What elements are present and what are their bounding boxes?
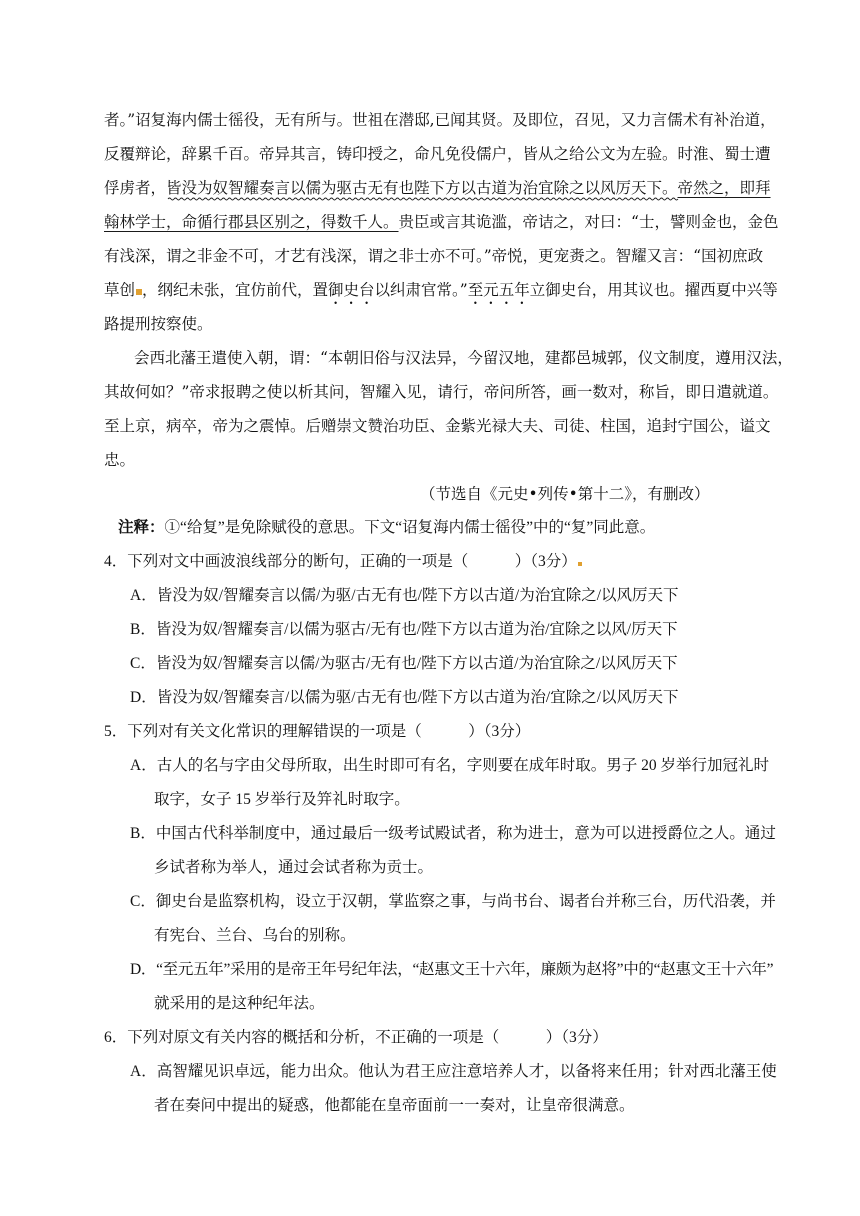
question-6-option-a-line2: 者在奏问中提出的疑惑，他都能在皇帝面前一一奏对，让皇帝很满意。: [154, 1097, 635, 1114]
note-text: ①“给复”是免除赋役的意思。下文“诏复海内儒士徭役”中的“复”同此意。: [164, 519, 656, 536]
passage-text: ，纲纪未张，宜仿前代，置: [142, 281, 329, 299]
passage-p2-line1: 会西北藩王遣使入朝，谓：“本朝旧俗与汉法异，今留汉地，建都邑城郭，仪文制度，遵用汉法，: [134, 349, 793, 367]
underlined-sentence-part2: 翰林学士，命循行郡县区别之，得数千人。: [104, 213, 399, 231]
question-5-option-d-line1: D．“至元五年”采用的是帝王年号纪年法，“赵惠文王十六年，廉颇为赵将”中的“赵惠文王十六年”: [130, 961, 774, 978]
passage-text: 贵臣或言其诡滥，帝诘之，对曰：“士，譬则金也，金色: [398, 213, 779, 231]
highlight-mark: [578, 562, 582, 566]
passage-p2-line2: 其故何如？”帝求报聘之使以析其问，智耀入见，请行，帝问所答，画一数对，称旨，即日遣就道。: [104, 383, 779, 401]
passage-p1-line7: 路提刑按察使。: [104, 315, 213, 333]
question-5-option-d-line2: 就采用的是这种纪年法。: [154, 995, 325, 1012]
passage-p1-line3: [104, 178, 771, 198]
question-4-option-c: C．皆没为奴/智耀奏言以儒/为驱古/无有也/陛下方以古道/为治宜除之/以风厉天下: [130, 655, 678, 672]
question-5-option-b-line1: B．中国古代科举制度中，通过最后一级考试殿试者，称为进士，意为可以进授爵位之人。通过: [130, 825, 776, 842]
question-text: 4．下列对文中画波浪线部分的断句，正确的一项是（ ）（3分）: [104, 553, 577, 570]
question-5-stem: 5．下列对有关文化常识的理解错误的一项是（ ）（3分）: [104, 723, 531, 740]
question-6-option-a-line1: A．高智耀见识卓远，能力出众。他认为君王应注意培养人才，以备将来任用；针对西北藩王使: [130, 1063, 777, 1080]
passage-p2-line3: 至上京，病卒，帝为之震悼。后赠崇文赞治功臣、金紫光禄大夫、司徒、柱国，追封宁国公，谥文: [104, 417, 771, 435]
question-5-option-c-line1: C．御史台是监察机构，设立于汉朝，掌监察之事，与尚书台、谒者台并称三台，历代沿袭，并: [130, 893, 776, 910]
question-4-option-b: B．皆没为奴/智耀奏言/以儒为驱古/无有也/陛下方以古道为治/宜除之以风/厉天下: [130, 621, 678, 638]
question-5-option-b-line2: 乡试者称为举人，通过会试者称为贡士。: [154, 859, 434, 876]
question-4-stem: [104, 552, 582, 572]
passage-source: （节选自《元史•列传•第十二》，有删改）: [420, 485, 710, 503]
question-4-option-d: D．皆没为奴/智耀奏言/以儒为驱/古无有也/陛下方以古道为治/宜除之/以风厉天下: [130, 689, 679, 706]
passage-p1-line4: [104, 212, 779, 232]
passage-text: 立御史台，用其议也。擢西夏中兴等: [529, 281, 778, 299]
note-label: 注释：: [118, 519, 165, 536]
annotation-note: [118, 518, 655, 538]
question-6-stem: 6．下列对原文有关内容的概括和分析，不正确的一项是（ ）（3分）: [104, 1029, 608, 1046]
passage-text: 以纠肃官常。”: [374, 281, 468, 299]
question-4-option-a: A．皆没为奴/智耀奏言以儒/为驱/古无有也/陛下方以古道/为治宜除之/以风厉天下: [130, 587, 679, 604]
dotted-term-yushitai: 御史台: [328, 281, 375, 299]
passage-p2-line4: 忠。: [104, 451, 136, 469]
passage-p1-line6: [104, 280, 778, 308]
question-5-option-a-line2: 取字，女子 15 岁举行及笄礼时取字。: [154, 791, 410, 808]
passage-p1-line2: 反覆辩论，辞累千百。帝异其言，铸印授之，命凡免役儒户，皆从之给公文为左验。时淮、蜀士遭: [104, 145, 771, 163]
dotted-term-zhiyuan: 至元五年: [467, 281, 530, 299]
passage-p1-line5: 有浅深，谓之非金不可，才艺有浅深，谓之非士亦不可。”帝悦，更宠赉之。智耀又言：“国初庶政: [104, 247, 764, 265]
question-5-option-c-line2: 有宪台、兰台、乌台的别称。: [154, 927, 356, 944]
passage-p1-line1: 者。”诏复海内儒士徭役，无有所与。世祖在潜邸,已闻其贤。及即位，召见，又力言儒术有补治道，: [104, 111, 776, 129]
passage-text: 草创: [104, 281, 136, 299]
question-5-option-a-line1: A．古人的名与字由父母所取，出生时即可有名，字则要在成年时取。男子 20 岁举行加冠礼时: [130, 757, 769, 774]
wavy-underlined-passage: 俘虏者，皆没为奴智耀奏言以儒为驱古无有也陛下方以古道为治宜除之以风厉天下。: [104, 179, 678, 197]
underlined-sentence-part1: 帝然之，即拜: [677, 179, 771, 197]
